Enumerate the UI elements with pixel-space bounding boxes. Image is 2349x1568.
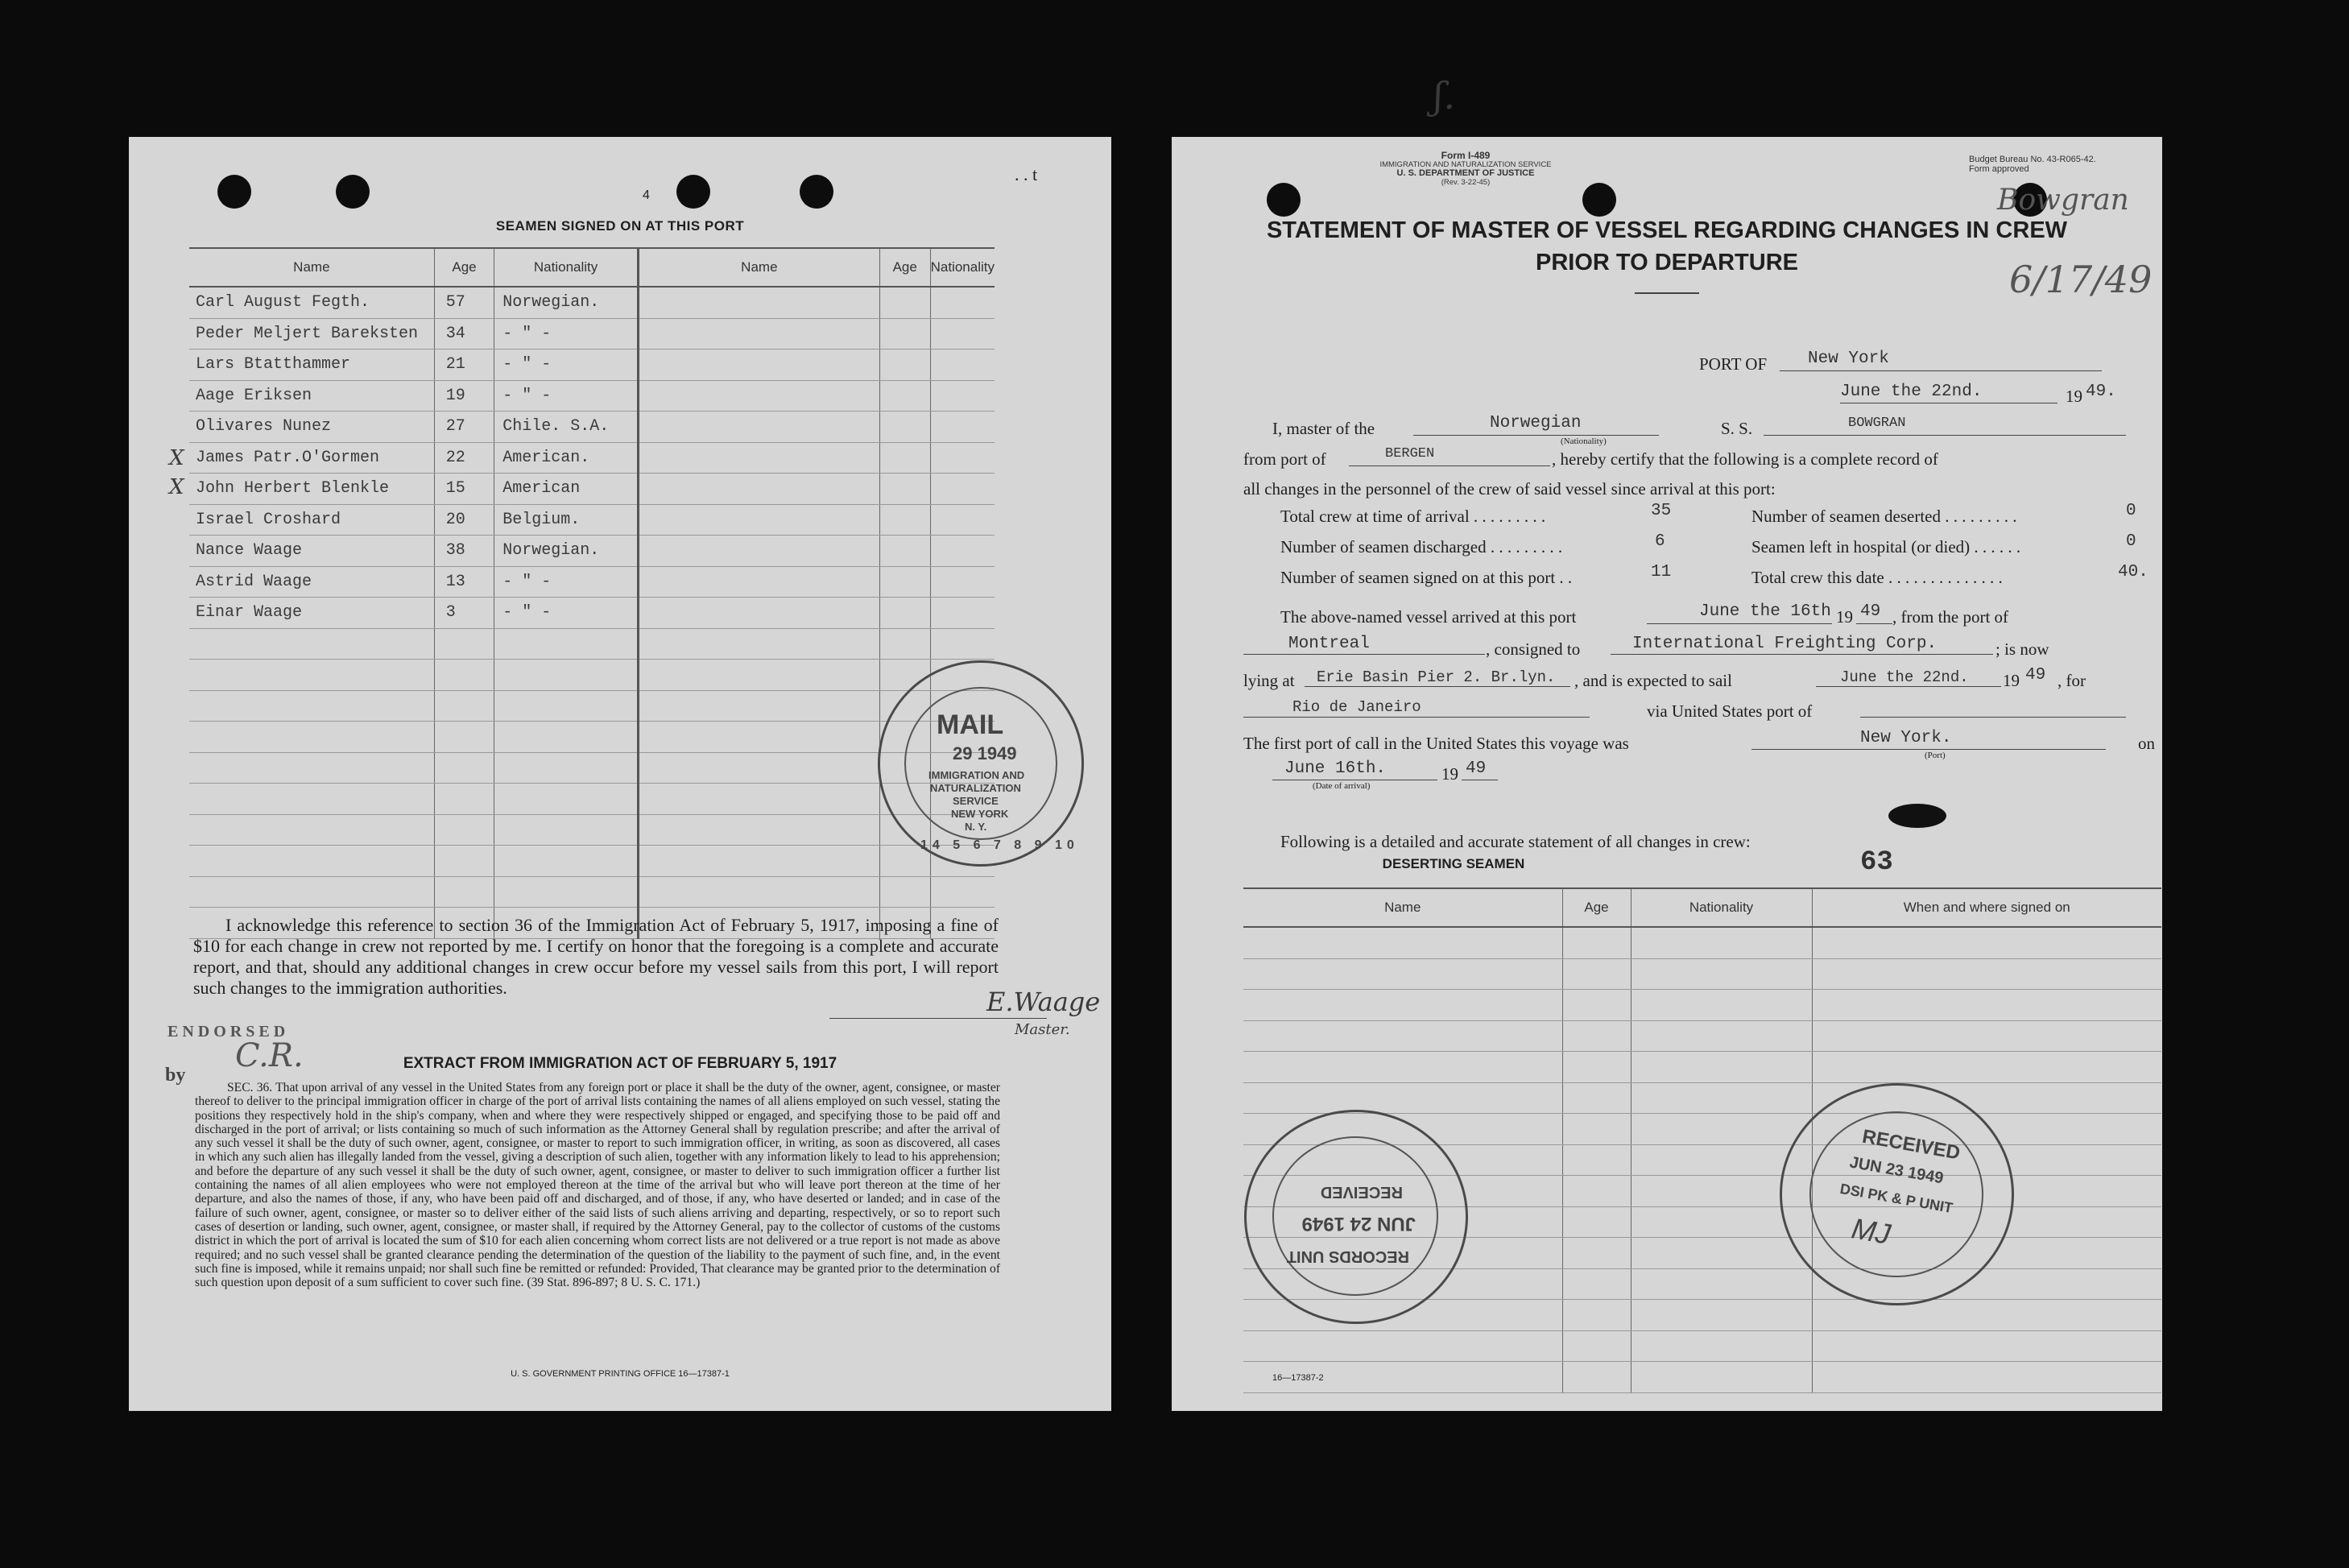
table-row [189, 814, 995, 846]
empty-cell [189, 722, 434, 753]
count-label: Number of seamen deserted . . . . . . . . . [1751, 507, 2017, 526]
certify-text: , hereby certify that the following is a complete record of [1552, 449, 1938, 469]
records-stamp-date: JUN 24 1949 [1301, 1213, 1416, 1235]
footer-code: 16—17387-2 [1272, 1373, 1324, 1383]
seaman-name: Olivares Nunez [189, 412, 434, 443]
budget-number: Budget Bureau No. 43-R065-42. [1969, 155, 2096, 164]
empty-cell [879, 628, 930, 660]
col-nationality: Nationality [1631, 889, 1812, 927]
received-stamp-text: RECEIVED [1860, 1125, 1962, 1165]
punch-hole [800, 175, 833, 209]
empty-cell [1631, 958, 1812, 990]
empty-cell [1562, 1176, 1631, 1207]
empty-cell [638, 660, 879, 691]
empty-cell [930, 380, 995, 412]
revision-line: (Rev. 3-22-45) [1441, 178, 1491, 187]
from-the-port-text: , from the port of [1892, 607, 2009, 627]
seaman-name: John Herbert Blenkle [189, 474, 434, 505]
empty-cell [1243, 1330, 1562, 1362]
empty-cell [494, 846, 639, 877]
year-prefix: 19 [1836, 607, 1853, 627]
empty-cell [1631, 927, 1812, 958]
port-label: PORT OF [1699, 354, 1768, 374]
table-row [189, 380, 995, 412]
nationality-sublabel: (Nationality) [1561, 436, 1607, 446]
table-row [189, 722, 995, 753]
mail-stamp-text: IMMIGRATION AND [928, 769, 1025, 781]
empty-cell [638, 504, 879, 536]
budget-info [1969, 155, 2096, 174]
arrived-text: The above-named vessel arrived at this port [1280, 607, 1577, 627]
seaman-age: 20 [434, 504, 494, 536]
empty-cell [1562, 1268, 1631, 1300]
consignee: International Freighting Corp. [1632, 635, 1938, 653]
col-nationality: Nationality [494, 249, 639, 287]
table-row [189, 752, 995, 784]
empty-cell [1812, 1020, 2161, 1052]
empty-cell [1562, 1052, 1631, 1083]
empty-cell [189, 814, 434, 846]
empty-cell [1562, 1082, 1631, 1114]
table-row [1243, 1362, 2161, 1393]
empty-cell [494, 752, 639, 784]
empty-cell [930, 318, 995, 350]
seaman-nationality: American. [494, 442, 639, 474]
received-stamp-text: DSI PK & P UNIT [1838, 1180, 1954, 1217]
empty-cell [1812, 990, 2161, 1021]
empty-cell [1631, 1052, 1812, 1083]
empty-cell [638, 628, 879, 660]
empty-cell [434, 722, 494, 753]
empty-cell [879, 380, 930, 412]
table-row [1243, 1330, 2161, 1362]
col-age: Age [1562, 889, 1631, 927]
empty-cell [494, 628, 639, 660]
sail-date: June the 22nd. [1840, 668, 1969, 686]
empty-cell [1562, 1300, 1631, 1331]
handwritten-vessel-name: Bowgran [1997, 184, 2129, 217]
empty-cell [1631, 1300, 1812, 1331]
count-label: Total crew at time of arrival . . . . . . . . . [1280, 507, 1546, 526]
seaman-age: 57 [434, 287, 494, 318]
mail-stamp-text: NEW YORK [951, 808, 1009, 820]
empty-cell [638, 442, 879, 474]
seaman-nationality: Chile. S.A. [494, 412, 639, 443]
seaman-nationality: - " - [494, 350, 639, 381]
col-name: Name [189, 249, 434, 287]
empty-cell [930, 350, 995, 381]
empty-cell [189, 846, 434, 877]
via-text: via United States port of [1647, 701, 1813, 721]
seaman-nationality: Norwegian. [494, 287, 639, 318]
empty-cell [494, 660, 639, 691]
from-port-value: BERGEN [1385, 446, 1435, 461]
consigned-text: , consigned to [1486, 639, 1581, 659]
empty-cell [434, 876, 494, 908]
mail-stamp-title: MAIL [937, 710, 1004, 740]
empty-cell [638, 846, 879, 877]
signature-label: Master. [1015, 1021, 1070, 1038]
empty-cell [930, 474, 995, 505]
empty-cell [1243, 1082, 1562, 1114]
table-row [189, 660, 995, 691]
destination: Rio de Janeiro [1292, 698, 1421, 716]
empty-cell [1631, 1114, 1812, 1145]
empty-cell [1562, 990, 1631, 1021]
form-approved: Form approved [1969, 164, 2029, 174]
year-prefix: 19 [2066, 387, 2082, 406]
empty-cell [879, 504, 930, 536]
empty-cell [879, 442, 930, 474]
year-prefix: 19 [2003, 671, 2020, 690]
endorsed-label: ENDORSED [167, 1023, 290, 1041]
count-label: Number of seamen discharged . . . . . . . . . [1280, 537, 1563, 556]
first-port-value: New York. [1860, 729, 1952, 747]
acknowledgement: I acknowledge this reference to section 36 of the Immigration Act of February 5, 1917, imposing a fine of $10 for each change in crew not reported by me. I certify on honor that the foregoing is a complete and accurate report, and that, should any additional changes in crew occur before my vessel sails from this port, I will report such changes to the immigration authorities. [193, 915, 999, 998]
table-row [1243, 1020, 2161, 1052]
table-row [189, 474, 995, 505]
table-row [189, 690, 995, 722]
seaman-age: 21 [434, 350, 494, 381]
empty-cell [494, 814, 639, 846]
seaman-name: Einar Waage [189, 598, 434, 629]
deserting-title: DESERTING SEAMEN [1382, 856, 1525, 871]
empty-cell [1631, 990, 1812, 1021]
table-row [1243, 927, 2161, 958]
col-name: Name [1243, 889, 1562, 927]
agency-line: IMMIGRATION AND NATURALIZATION SERVICE [1379, 160, 1552, 169]
from-port-label: from port of [1243, 449, 1326, 469]
empty-cell [638, 350, 879, 381]
printing-office: U. S. GOVERNMENT PRINTING OFFICE 16—17387-1 [511, 1369, 730, 1379]
seaman-name: Nance Waage [189, 536, 434, 567]
form-title: STATEMENT OF MASTER OF VESSEL REGARDING CHANGES IN CREW [1266, 217, 2068, 243]
col-name: Name [638, 249, 879, 287]
count-value: 0 [2126, 502, 2136, 520]
empty-cell [638, 722, 879, 753]
empty-cell [1562, 958, 1631, 990]
table-row [189, 442, 995, 474]
empty-cell [638, 784, 879, 815]
seaman-name: Israel Croshard [189, 504, 434, 536]
table-row [189, 598, 995, 629]
empty-cell [434, 784, 494, 815]
mail-stamp-text: N. Y. [965, 821, 987, 833]
empty-cell [879, 876, 930, 908]
empty-cell [879, 350, 930, 381]
table-row [189, 350, 995, 381]
expected-text: , and is expected to sail [1574, 671, 1732, 690]
empty-cell [1562, 1330, 1631, 1362]
ss-label: S. S. [1721, 419, 1753, 438]
sail-year: 49 [2025, 666, 2046, 685]
year-value: 49. [2086, 383, 2116, 401]
table-row [189, 566, 995, 598]
lying-at-value: Erie Basin Pier 2. Br.lyn. [1317, 668, 1556, 686]
empty-cell [189, 628, 434, 660]
handwritten-date: 6/17/49 [2009, 258, 2153, 301]
empty-cell [879, 412, 930, 443]
empty-cell [638, 474, 879, 505]
seaman-nationality: - " - [494, 598, 639, 629]
empty-cell [1243, 958, 1562, 990]
on-text: on [2138, 734, 2155, 753]
empty-cell [930, 628, 995, 660]
seaman-name: Aage Eriksen [189, 380, 434, 412]
empty-cell [434, 628, 494, 660]
empty-cell [434, 660, 494, 691]
agency-line: U. S. DEPARTMENT OF JUSTICE [1396, 168, 1535, 178]
left-page [129, 137, 1111, 1411]
punch-hole [1582, 183, 1616, 217]
empty-cell [189, 690, 434, 722]
empty-cell [638, 598, 879, 629]
count-value: 6 [1655, 532, 1665, 551]
seaman-age: 22 [434, 442, 494, 474]
lying-at-text: lying at [1243, 671, 1295, 690]
received-stamp [1780, 1083, 2014, 1305]
ink-blot [1888, 804, 1946, 828]
empty-cell [638, 536, 879, 567]
mail-stamp-text: SERVICE [953, 795, 999, 807]
col-age: Age [879, 249, 930, 287]
x-mark: X [169, 475, 184, 499]
for-text: , for [2057, 671, 2086, 690]
empty-cell [1562, 1114, 1631, 1145]
table-row [189, 318, 995, 350]
empty-cell [930, 876, 995, 908]
mail-stamp-date: 29 1949 [953, 743, 1017, 763]
empty-cell [1562, 1362, 1631, 1393]
x-mark: X [169, 446, 184, 470]
first-port-text: The first port of call in the United States this voyage was [1243, 734, 1629, 753]
table-row [189, 287, 995, 318]
seaman-nationality: - " - [494, 318, 639, 350]
empty-cell [879, 566, 930, 598]
empty-cell [879, 536, 930, 567]
empty-cell [879, 598, 930, 629]
empty-cell [930, 536, 995, 567]
first-year: 49 [1466, 759, 1487, 778]
empty-cell [1243, 927, 1562, 958]
arrived-date: June the 16th [1699, 602, 1831, 621]
empty-cell [930, 566, 995, 598]
changes-text: all changes in the personnel of the crew of said vessel since arrival at this port: [1243, 479, 1776, 499]
table-row [189, 536, 995, 567]
form-number: Form I-489 [1441, 150, 1491, 161]
master-signature: E.Waage [986, 987, 1101, 1017]
mail-stamp [878, 660, 1084, 867]
punch-hole [1267, 183, 1301, 217]
empty-cell [434, 752, 494, 784]
empty-cell [1562, 1238, 1631, 1269]
seaman-age: 27 [434, 412, 494, 443]
seaman-name: James Patr.O'Gormen [189, 442, 434, 474]
following-text: Following is a detailed and accurate statement of all changes in crew: [1280, 832, 1751, 851]
empty-cell [1631, 1082, 1812, 1114]
empty-cell [638, 752, 879, 784]
table-row [189, 784, 995, 815]
empty-cell [930, 412, 995, 443]
empty-cell [494, 722, 639, 753]
arrived-year: 49 [1860, 602, 1881, 621]
empty-cell [879, 318, 930, 350]
year-prefix: 19 [1441, 764, 1458, 784]
form-subtitle: PRIOR TO DEPARTURE [1535, 250, 1798, 275]
extract-title: EXTRACT FROM IMMIGRATION ACT OF FEBRUARY 5, 1917 [403, 1055, 837, 1072]
empty-cell [930, 504, 995, 536]
seaman-nationality: Belgium. [494, 504, 639, 536]
empty-cell [189, 784, 434, 815]
empty-cell [1562, 927, 1631, 958]
empty-cell [638, 287, 879, 318]
empty-cell [1562, 1020, 1631, 1052]
table-row [1243, 958, 2161, 990]
empty-cell [189, 876, 434, 908]
empty-cell [189, 752, 434, 784]
right-page [1172, 137, 2162, 1411]
page-number: 4 [643, 188, 650, 202]
records-stamp-text: RECEIVED [1320, 1183, 1403, 1201]
is-now-text: ; is now [1995, 639, 2049, 659]
seaman-age: 19 [434, 380, 494, 412]
seaman-age: 15 [434, 474, 494, 505]
seaman-nationality: - " - [494, 566, 639, 598]
first-date: June 16th. [1284, 759, 1387, 778]
empty-cell [494, 876, 639, 908]
col-age: Age [434, 249, 494, 287]
date-sublabel: (Date of arrival) [1313, 781, 1371, 791]
table-row [1243, 990, 2161, 1021]
endorsed-by: by [165, 1065, 186, 1086]
table-row [189, 412, 995, 443]
empty-cell [1631, 1362, 1812, 1393]
nationality-value: Norwegian [1490, 414, 1582, 432]
endorsed-initials: C.R. [235, 1037, 304, 1074]
table-row [189, 628, 995, 660]
empty-cell [879, 474, 930, 505]
empty-cell [1243, 990, 1562, 1021]
received-stamp-initials: MJ [1849, 1211, 1893, 1252]
empty-cell [434, 690, 494, 722]
table-row [189, 846, 995, 877]
count-value: 40. [2118, 563, 2148, 581]
punch-hole [676, 175, 710, 209]
empty-cell [1562, 1144, 1631, 1176]
seaman-nationality: American [494, 474, 639, 505]
extract-text: SEC. 36. That upon arrival of any vessel in the United States from any foreign port or place it shall be the duty of the owner, agent, consignee, or master thereof to deliver to the principal immigration officer in charge of the port of arrival lists containing the names of all aliens employed on such vessel, stating the positions they respectively hold in the ship's company, when and where they were respectively shipped or engaged, and specifying those to be paid off and discharged in the port of arrival; or lists containing so much of such information as the Attorney General shall by regulation prescribe; and after the arrival of any such vessel it shall be the duty of such owner, agent, consignee, or master to report to such immigration officer, in writing, as soon as discovered, all cases in which any such alien has illegally landed from the vessel, giving a description of such alien, together with any information likely to lead to his apprehension; and before the departure of any such vessel it shall be the duty of such owner, agent, consignee, or master to deliver to such immigration officer a further list containing the names of all alien employees who were not employed thereon at the time of the arrival but who will leave port thereon at the time of her departure, and also the names of those, if any, who have been paid off and discharged, and of those, if any, who have deserted or landed; and in case of the failure of such owner, agent, consignee, or master so to deliver either of the said lists of such aliens arriving and departing, respectively, or so to report such cases of desertion or landing, such owner, agent, consignee, or master shall, if required by the Attorney General, pay to the collector of customs of the customs district in which the port of arrival is located the sum of $10 for each alien concerning whom correct lists are not delivered or a true report is not made as above required; and no such vessel shall be granted clearance pending the determination of the question of the liability to the payment of such fine, and, in the event such fine is imposed, while it remains unpaid; nor shall such fine be remitted or refunded: Provided, That clearance may be granted prior to the determination of such question upon deposit of a sum sufficient to cover such fine. (39 Stat. 896-897; 8 U. S. C. 171.) [195, 1081, 1001, 1290]
empty-cell [434, 846, 494, 877]
empty-cell [638, 380, 879, 412]
section-title: SEAMEN SIGNED ON AT THIS PORT [495, 218, 745, 234]
empty-cell [1631, 1020, 1812, 1052]
empty-cell [1812, 1362, 2161, 1393]
arrived-from: Montreal [1288, 635, 1370, 653]
records-stamp-text: RECORDS UNIT [1286, 1247, 1409, 1265]
empty-cell [1812, 1330, 2161, 1362]
seaman-nationality: - " - [494, 380, 639, 412]
seaman-name: Lars Btatthammer [189, 350, 434, 381]
empty-cell [638, 566, 879, 598]
empty-cell [1562, 1206, 1631, 1238]
empty-cell [434, 814, 494, 846]
seamen-signed-table [189, 249, 995, 939]
table-row [189, 504, 995, 536]
mail-stamp-digits: 14 5 6 7 8 9 10 [920, 838, 1079, 852]
empty-cell [1243, 1052, 1562, 1083]
empty-cell [494, 690, 639, 722]
seaman-name: Peder Meljert Bareksten [189, 318, 434, 350]
count-label: Number of seamen signed on at this port . . [1280, 568, 1573, 587]
empty-cell [638, 814, 879, 846]
form-header [1321, 151, 1611, 187]
seaman-age: 38 [434, 536, 494, 567]
empty-cell [638, 318, 879, 350]
empty-cell [1812, 958, 2161, 990]
punch-hole [336, 175, 370, 209]
empty-cell [930, 287, 995, 318]
master-text: I, master of the [1272, 419, 1375, 438]
received-stamp-date: JUN 23 1949 [1848, 1153, 1946, 1188]
seaman-nationality: Norwegian. [494, 536, 639, 567]
empty-cell [1812, 927, 2161, 958]
port-sublabel: (Port) [1925, 751, 1946, 760]
count-label: Total crew this date . . . . . . . . . . . . . . [1751, 568, 2003, 587]
vessel-name: BOWGRAN [1848, 416, 1906, 431]
col-signed-on: When and where signed on [1812, 889, 2161, 927]
page-mark: . . t [1015, 164, 1038, 184]
seaman-age: 34 [434, 318, 494, 350]
seaman-name: Carl August Fegth. [189, 287, 434, 318]
mail-stamp-text: NATURALIZATION [930, 782, 1021, 794]
empty-cell [879, 287, 930, 318]
number-63: 63 [1860, 847, 1893, 878]
seaman-name: Astrid Waage [189, 566, 434, 598]
empty-cell [930, 442, 995, 474]
count-value: 0 [2126, 532, 2136, 551]
empty-cell [638, 876, 879, 908]
empty-cell [494, 784, 639, 815]
col-nationality: Nationality [930, 249, 995, 287]
empty-cell [638, 412, 879, 443]
punch-hole [217, 175, 251, 209]
empty-cell [638, 690, 879, 722]
table-row [189, 876, 995, 908]
count-value: 11 [1651, 563, 1672, 581]
port-value: New York [1808, 350, 1889, 368]
empty-cell [930, 598, 995, 629]
empty-cell [189, 660, 434, 691]
date-value: June the 22nd. [1840, 383, 1983, 401]
empty-cell [1631, 1330, 1812, 1362]
top-scribble: ʃ. [1433, 74, 1456, 118]
seaman-age: 3 [434, 598, 494, 629]
table-row [1243, 1052, 2161, 1083]
seaman-age: 13 [434, 566, 494, 598]
empty-cell [1243, 1020, 1562, 1052]
records-unit-stamp [1244, 1110, 1468, 1324]
count-value: 35 [1651, 502, 1672, 520]
count-label: Seamen left in hospital (or died) . . . . . . [1751, 537, 2021, 556]
